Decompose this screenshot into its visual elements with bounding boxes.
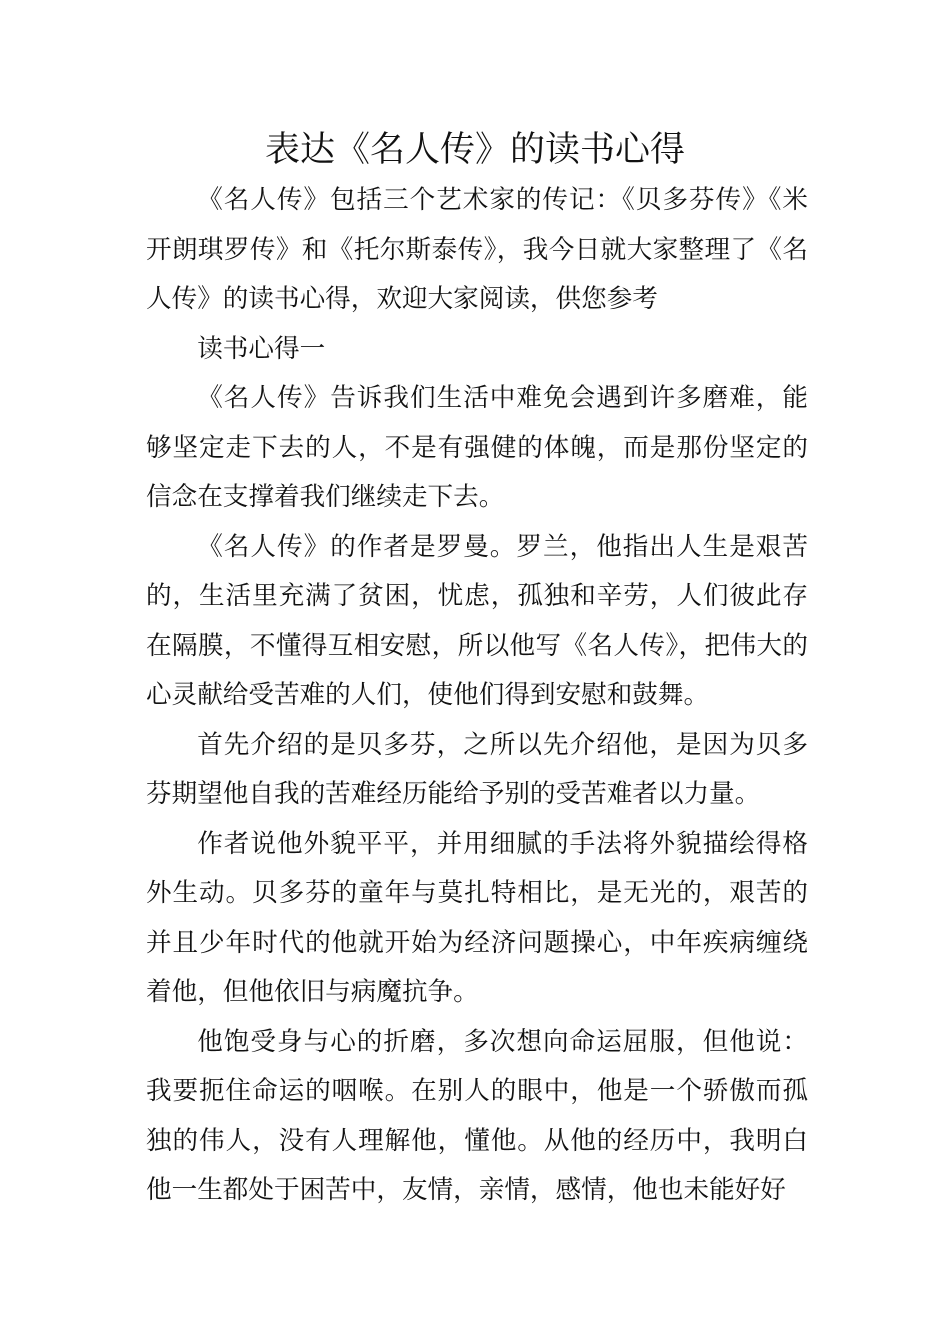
paragraph: 首先介绍的是贝多芬，之所以先介绍他，是因为贝多芬期望他自我的苦难经历能给予别的受苦难者以力量。 — [146, 729, 808, 809]
paragraph: 他饱受身与心的折磨，多次想向命运屈服，但他说：我要扼住命运的咽喉。在别人的眼中，他是一个骄傲而孤独的伟人，没有人理解他，懂他。从他的经历中，我明白他一生都处于困苦中，友情，亲情，感情，他也未能好好 — [146, 1026, 808, 1205]
paragraph: 《名人传》告诉我们生活中难免会遇到许多磨难，能够坚定走下去的人，不是有强健的体魄，而是那份坚定的信念在支撑着我们继续走下去。 — [146, 383, 808, 512]
paragraph: 作者说他外貌平平，并用细腻的手法将外貌描绘得格外生动。贝多芬的童年与莫扎特相比，是无光的，艰苦的并且少年时代的他就开始为经济问题操心，中年疾病缠绕着他，但他依旧与病魔抗争。 — [146, 828, 808, 1007]
document-title: 表达《名人传》的读书心得 — [264, 130, 685, 170]
paragraph-intro: 《名人传》包括三个艺术家的传记：《贝多芬传》《米开朗琪罗传》和《托尔斯泰传》，我今日就大家整理了《名人传》的读书心得，欢迎大家阅读，供您参考 — [146, 185, 808, 314]
document-body — [146, 176, 808, 1216]
paragraph: 《名人传》的作者是罗曼。罗兰，他指出人生是艰苦的，生活里充满了贫困，忧虑，孤独和辛劳，人们彼此存在隔膜，不懂得互相安慰，所以他写《名人传》，把伟大的心灵献给受苦难的人们，使他们得到安慰和鼓舞。 — [146, 531, 808, 710]
section-heading: 读书心得一 — [197, 333, 326, 364]
